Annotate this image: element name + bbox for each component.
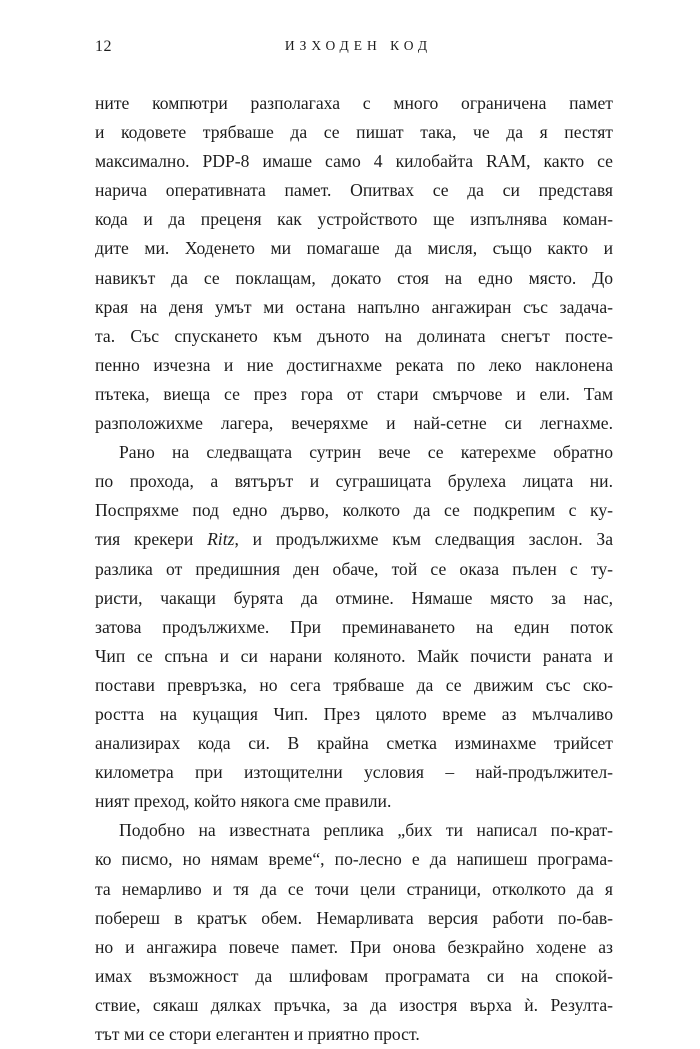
text-line: края на деня умът ми остана напълно ангажиран със задача- [95, 296, 613, 317]
text-line: тия крекери Ritz, и продължихме към следващия заслон. За [95, 529, 614, 550]
text-line: кода и да преценя как устройството ще изпълнява коман- [95, 209, 613, 230]
text-line: постави превръзка, но сега трябваше да се движим със ско- [95, 674, 613, 695]
text-line: побереш в кратък обем. Немарливата версия работи по-бав- [95, 907, 613, 928]
text-line: максимално. PDP-8 имаше само 4 килобайта RAM, както се [95, 151, 613, 172]
text-line: километра при изтощителни условия – най-продължител- [95, 762, 613, 783]
text-line: дите ми. Ходенето ми помагаше да мисля, също както и [95, 238, 613, 259]
paragraph-1 [95, 89, 613, 438]
text-line: разлика от предишния ден обаче, той се оказа пълен с ту- [95, 558, 613, 579]
text-line: та немарливо и тя да се точи цели страници, отколкото да я [95, 878, 613, 899]
text-line: анализирах кода си. В крайна сметка изминахме трийсет [95, 733, 613, 754]
book-title: ИЗХОДЕН КОД [284, 38, 433, 53]
text-line: ствие, сякаш дялках пръчка, за да изостря върха ѝ. Резулта- [95, 994, 613, 1015]
text-line: тът ми се стори елегантен и приятно прост. [95, 1024, 420, 1044]
text-line: Чип се спъна и си нарани коляното. Майк почисти раната и [95, 645, 613, 666]
text-line: и кодовете трябваше да се пишат така, че да я пестят [95, 122, 613, 143]
text-line: но и ангажира повече памет. При онова безкрайно ходене аз [95, 936, 613, 957]
paragraph-3 [95, 816, 613, 1049]
text-line: Рано на следващата сутрин вече се катерехме обратно [119, 442, 613, 463]
text-line: разположихме лагера, вечеряхме и най-сетне си легнахме. [95, 413, 613, 434]
text-line: ристи, чакащи бурята да отмине. Нямаше място за нас, [95, 587, 613, 608]
text-line: Поспряхме под едно дърво, колкото да се подкрепим с ку- [95, 500, 613, 521]
text-line: навикът да се поклащам, докато стоя на едно място. До [95, 267, 613, 288]
text-line: пенно изчезна и ние достигнахме реката по леко наклонена [95, 354, 613, 375]
text-line: по прохода, а вятърът и суграшицата брулеха лицата ни. [95, 471, 613, 492]
text-line: затова продължихме. При преминаването на един поток [95, 616, 613, 637]
text-line: та. Със спускането към дъното на долината снегът посте- [95, 325, 613, 346]
body-text [95, 89, 613, 1049]
brand-name-italic: Ritz [207, 529, 235, 550]
text-line: ните компютри разполагаха с много ограничена памет [95, 93, 613, 113]
text-line: имах възможност да шлифовам програмата си на спокой- [95, 965, 613, 986]
text-line: ко писмо, но нямам време“, по-лесно е да напишеш програма- [95, 849, 613, 870]
text-line: Подобно на известната реплика „бих ти написал по-крат- [119, 820, 613, 841]
running-header [95, 38, 610, 58]
text-line: нарича оперативната памет. Опитвах се да си представя [95, 180, 613, 201]
text-line: ният преход, който някога сме правили. [95, 791, 392, 812]
page-number: 12 [95, 38, 112, 55]
text-line: ростта на куцащия Чип. През цялото време аз мълчаливо [95, 703, 613, 724]
paragraph-2 [95, 438, 613, 816]
text-line: пътека, виеща се през гора от стари смърчове и ели. Там [95, 383, 613, 404]
